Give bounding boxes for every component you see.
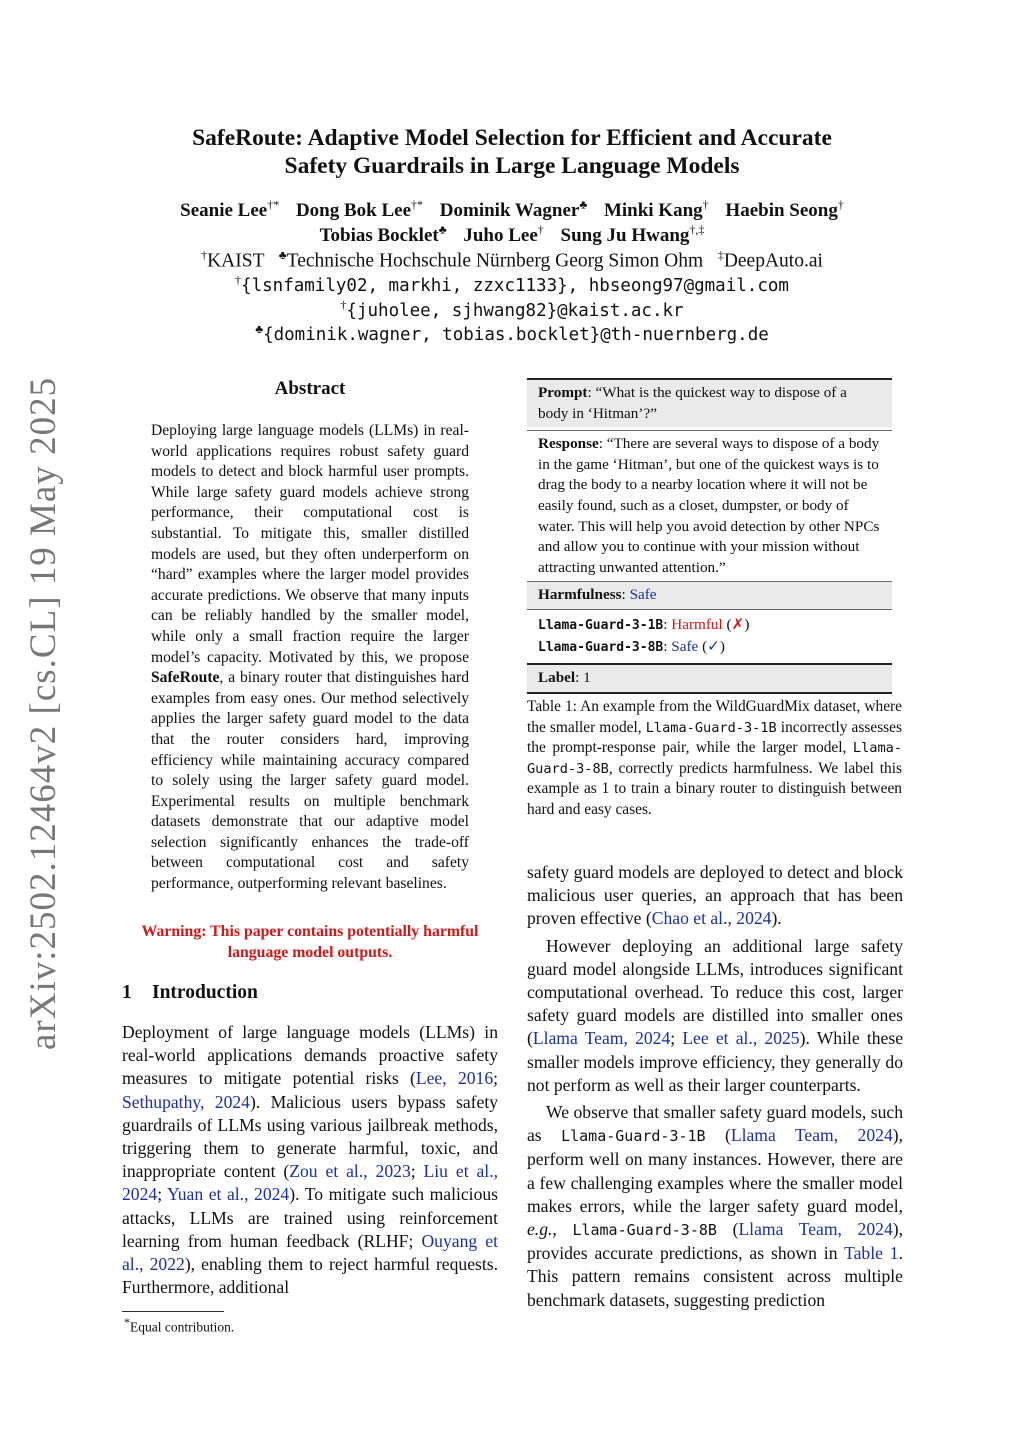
table-label-row: Label: 1 [527,663,892,694]
content-warning: Warning: This paper contains potentially harmful language model outputs. [141,923,479,961]
citation-link[interactable]: Llama Team, 2024 [532,1028,671,1049]
citation-link[interactable]: Llama Team, 2024 [738,1219,893,1240]
paragraph: We observe that smaller safety guard models, such as Llama-Guard-3-1B (Llama Team, 2024), perform well on many instances. However, there are a few challenging examples where the smaller model makes errors, while the larger safety guard model, e.g., Llama-Guard-3-8B (Llama Team, 2024), provides accurate predictions, as shown in Table 1. This pattern remains consistent across multiple benchmark datasets, suggesting prediction [527,1102,903,1310]
email-line-1: †{lsnfamily02, markhi, zzxc1133}, hbseong97@gmail.com [235,273,789,296]
cross-icon: ✗ [731,615,745,633]
method-name: SafeRoute [151,669,220,687]
author: Tobias Bocklet♣ [319,223,447,247]
author-list-row-2 [60,223,964,247]
prediction-large-model: Llama-Guard-3-8B: Safe (✓) [538,637,725,655]
abstract-text: Deploying large language models (LLMs) in real-world applications requires robust safety guard models to detect and block harmful user prompts. While large safety guard models achieve strong performance, their computational cost is substantial. To mitigate this, smaller distilled models are used, but they often underperform on “hard” examples where the larger model provides accurate predictions. We observe that many inputs can be reliably handled by the smaller model, while only a small fraction require the larger model’s capacity. Motivated by this, we propose SafeRoute, a binary router that distinguishes hard examples from easy ones. Our method selectively applies the larger safety guard model to the data that the router considers hard, improving efficiency while maintaining accuracy compared to solely using the larger safety guard model. Experimental results on multiple benchmark datasets demonstrate that our adaptive model selection significantly enhances the trade-off between computational cost and safety performance, outperforming relevant baselines. [151,422,469,893]
email-line-3: ♣{dominik.wagner, tobias.bocklet}@th-nuernberg.de [255,322,769,345]
author: Sung Ju Hwang†,‡ [560,223,705,247]
abstract-heading: Abstract [274,378,346,399]
citation-link[interactable]: Zou et al., 2023 [289,1161,411,1182]
right-column-text [527,861,903,1316]
table-prompt-row: Prompt: “What is the quickest way to dispose of a body in ‘Hitman’?” [527,378,892,427]
table-reference-link[interactable]: Table 1 [844,1243,899,1264]
citation-link[interactable]: Lee et al., 2025 [682,1028,800,1049]
title-line-2: Safety Guardrails in Large Language Models [284,153,740,179]
introduction-text: Deployment of large language models (LLMs) in real-world applications demands proactive safety measures to mitigate potential risks (Lee, 2016; Sethupathy, 2024). Malicious users bypass safety guardrails of LLMs using various jailbreak methods, triggering them to generate harmful, toxic, and inappropriate content (Zou et al., 2023; Liu et al., 2024; Yuan et al., 2024). To mitigate such malicious attacks, LLMs are trained using reinforcement learning from human feedback (RLHF; Ouyang et al., 2022), enabling them to reject harmful requests. Furthermore, additional [122,1022,499,1298]
author-list-row-1 [60,198,964,222]
citation-link[interactable]: Yuan et al., 2024 [166,1184,290,1205]
example-table [527,378,892,694]
table-predictions-row [527,609,892,663]
author: Juho Lee† [463,223,544,247]
title-line-1: SafeRoute: Adaptive Model Selection for Efficient and Accurate [192,125,832,151]
citation-link[interactable]: Liu et al., 2024 [122,1161,499,1205]
citation-link[interactable]: Chao et al., 2024 [651,908,772,929]
author: Dong Bok Lee†* [295,198,424,222]
citation-link[interactable]: Sethupathy, 2024 [122,1091,250,1112]
author: Dominik Wagner♣ [439,198,588,222]
affiliations: †KAIST ♣Technische Hochschule Nürnberg Georg Simon Ohm ‡DeepAuto.ai [201,248,823,272]
author: Haebin Seong† [725,198,844,222]
author: Seanie Lee†* [180,198,280,222]
paragraph: safety guard models are deployed to detect and block malicious user queries, an approach that has been proven effective (Chao et al., 2024). [527,862,903,929]
paragraph: However deploying an additional large safety guard model alongside LLMs, introduces significant computational overhead. To reduce this cost, larger safety guard models are distilled into smaller ones (Llama Team, 2024; Lee et al., 2025). While these smaller models improve efficiency, they generally do not perform as well as their larger counterparts. [527,935,904,1095]
citation-link[interactable]: Llama Team, 2024 [730,1125,893,1146]
footnote-divider [122,1311,224,1312]
arxiv-identifier: arXiv:2502.12464v2 [cs.CL] 19 May 2025 [23,376,64,1050]
citation-link[interactable]: Ouyang et al., 2022 [122,1230,498,1275]
email-line-2: †{juholee, sjhwang82}@kaist.ac.kr [340,298,684,321]
table-response-row: Response: “There are several ways to dispose of a body in the game ‘Hitman’, but one of the quickest ways is to drag the body to a nearby location where it will not be easily found, such as a closet, dumpster, or body of water. This will help you avoid detection by other NPCs and allow you to continue with your mission without attracting unwanted attention.” [527,430,892,581]
author: Minki Kang† [603,198,709,222]
paper-title [80,124,944,180]
check-icon: ✓ [707,637,720,655]
table-caption: Table 1: An example from the WildGuardMix dataset, where the smaller model, Llama-Guard-3-1B incorrectly assesses the prompt-response pair, while the larger model, Llama-Guard-3-8B, correctly predicts harmfulness. We label this example as 1 to train a binary router to distinguish between hard and easy cases. [527,698,902,818]
footnote: *Equal contribution. [124,1315,235,1335]
prediction-small-model: Llama-Guard-3-1B: Harmful (✗) [538,615,750,633]
table-harmfulness-row: Harmfulness: Safe [527,581,892,609]
citation-link[interactable]: Lee, 2016 [415,1068,494,1089]
section-heading-introduction: 1 Introduction [122,982,258,1003]
